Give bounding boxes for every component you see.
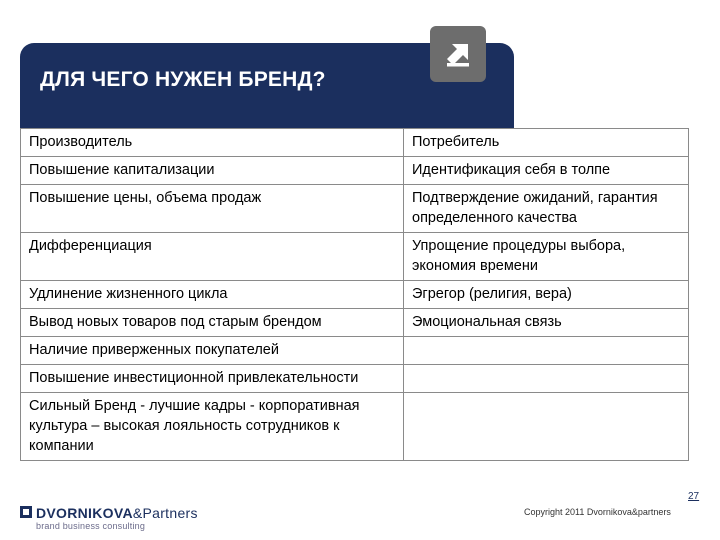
table-header-row	[21, 129, 689, 157]
consumer-cell: Подтверждение ожиданий, гарантия определенного качества	[404, 185, 689, 233]
table-row	[21, 337, 689, 365]
producer-cell: Повышение инвестиционной привлекательности	[21, 365, 404, 393]
consumer-cell	[404, 337, 689, 365]
consumer-cell: Эгрегор (религия, вера)	[404, 281, 689, 309]
consumer-cell: Идентификация себя в толпе	[404, 157, 689, 185]
table-row	[21, 309, 689, 337]
producer-cell: Повышение капитализации	[21, 157, 404, 185]
producer-cell: Сильный Бренд - лучшие кадры - корпоративная культура – высокая лояльность сотрудников к компании	[21, 393, 404, 461]
table-row	[21, 185, 689, 233]
arrow-up-right-icon	[443, 39, 473, 69]
producer-cell: Вывод новых товаров под старым брендом	[21, 309, 404, 337]
header-consumer: Потребитель	[404, 129, 689, 157]
logo-square-icon	[20, 506, 32, 518]
table-row	[21, 281, 689, 309]
consumer-cell	[404, 393, 689, 461]
header-producer: Производитель	[21, 129, 404, 157]
logo-name-partners: &Partners	[132, 505, 198, 521]
copyright-text: Copyright 2011 Dvornikova&partners	[524, 507, 671, 517]
consumer-cell: Эмоциональная связь	[404, 309, 689, 337]
logo-tagline: brand business consulting	[36, 521, 146, 531]
brand-purpose-table	[20, 128, 689, 461]
table-row	[21, 365, 689, 393]
producer-cell: Наличие приверженных покупателей	[21, 337, 404, 365]
table-row	[21, 393, 689, 461]
consumer-cell: Упрощение процедуры выбора, экономия времени	[404, 233, 689, 281]
producer-cell: Повышение цены, объема продаж	[21, 185, 404, 233]
consumer-cell	[404, 365, 689, 393]
producer-cell: Удлинение жизненного цикла	[21, 281, 404, 309]
page-title: ДЛЯ ЧЕГО НУЖЕН БРЕНД?	[40, 68, 326, 91]
table-row	[21, 157, 689, 185]
logo-name	[36, 505, 198, 521]
brand-logo-badge	[430, 26, 486, 82]
page-number[interactable]: 27	[688, 491, 700, 502]
producer-cell: Дифференциация	[21, 233, 404, 281]
table-row	[21, 233, 689, 281]
logo-name-main: DVORNIKOVA	[36, 505, 133, 521]
